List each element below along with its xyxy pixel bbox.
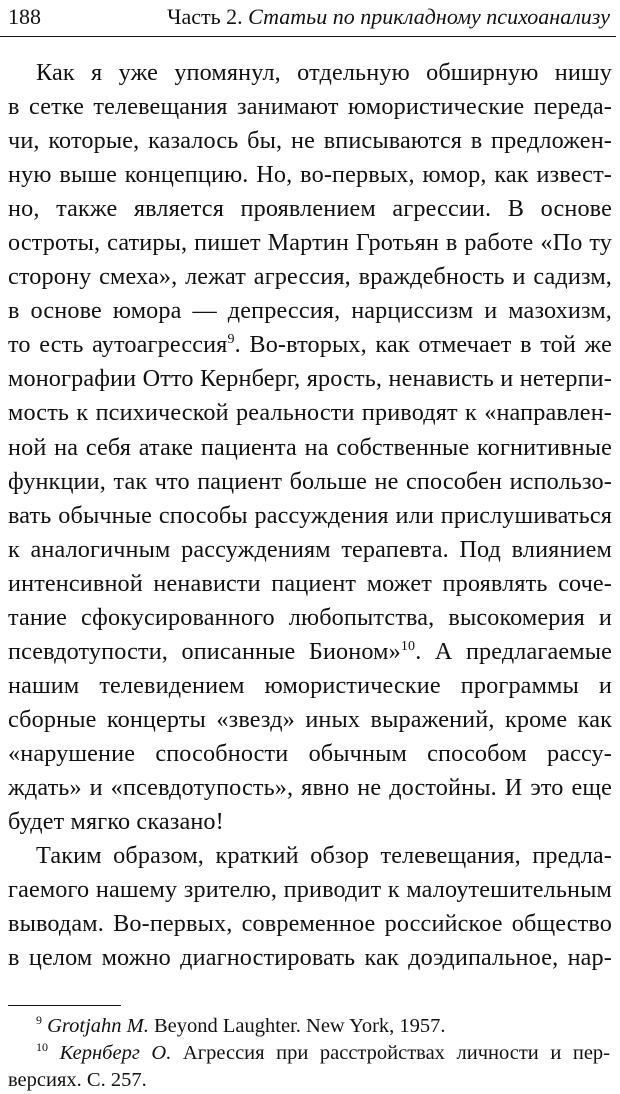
text-line: Как я уже упомянул, отдельную обширную нишу bbox=[36, 59, 612, 86]
footnote-10-continuation: версиях. С. 257. bbox=[8, 1069, 147, 1091]
text-line: нашим телевидением юмористические программы и bbox=[8, 671, 612, 699]
body-text bbox=[8, 56, 612, 975]
text-line: но, также является проявлением агрессии. В основе bbox=[8, 195, 612, 223]
running-title bbox=[167, 4, 610, 30]
footnote-text: Агрессия при расстройствах личности и пер- bbox=[171, 1042, 610, 1064]
footnote-divider bbox=[8, 1005, 121, 1006]
footnote-ref-10[interactable]: 10 bbox=[400, 638, 416, 654]
footnote-9 bbox=[8, 1013, 610, 1040]
text-segment: . Во-вторых, как отмечает в той же bbox=[234, 331, 613, 359]
text-line: ную выше концепцию. Но, во-первых, юмор, как извест- bbox=[8, 161, 612, 189]
text-line: в сетке телевещания занимают юмористические переда- bbox=[8, 93, 612, 121]
text-line: чи, которые, казалось бы, не вписываются в предложен- bbox=[8, 127, 612, 155]
part-title: Статьи по прикладному психоанализу bbox=[248, 4, 610, 29]
footnote-number: 10 bbox=[36, 1040, 48, 1055]
part-label: Часть 2. bbox=[167, 4, 243, 29]
text-line: Таким образом, краткий обзор телевещания, предла- bbox=[36, 842, 612, 870]
text-line: мость к психической реальности приводят к «направлен- bbox=[8, 399, 612, 427]
text-line: вать обычные способы рассуждения или прислушиваться bbox=[8, 501, 612, 529]
text-line: ной на себя атаке пациента на собственные когнитивные bbox=[8, 433, 612, 461]
text-line: сборные концерты «звезд» иных выражений, кроме как bbox=[8, 705, 612, 733]
footnote-ref-9[interactable]: 9 bbox=[227, 332, 235, 348]
footnote-number: 9 bbox=[36, 1013, 42, 1028]
running-header bbox=[0, 0, 616, 37]
footnote-author: Grotjahn M. bbox=[47, 1015, 149, 1037]
text-line bbox=[8, 635, 612, 669]
text-line: в основе юмора — депрессия, нарциссизм и мазохизм, bbox=[8, 297, 612, 325]
text-segment: то есть аутоагрессия bbox=[8, 331, 228, 359]
text-line: гаемого нашему зрителю, приводит к малоутешительным bbox=[8, 876, 612, 904]
text-line: ждать» и «псевдотупость», явно не достойны. И это еще bbox=[8, 773, 612, 801]
text-line: в целом можно диагностировать как доэдипальное, нар- bbox=[8, 944, 612, 972]
footnote-text: Beyond Laughter. New York, 1957. bbox=[148, 1015, 446, 1037]
page-number: 188 bbox=[8, 4, 41, 29]
text-segment: псевдотупости, описанные Бионом» bbox=[8, 637, 401, 665]
footnote-author: Кернберг О. bbox=[59, 1042, 172, 1064]
footnote-10 bbox=[8, 1040, 610, 1067]
text-line: будет мягко сказано! bbox=[8, 808, 224, 836]
text-line: выводам. Во-первых, современное российское общество bbox=[8, 910, 612, 938]
text-segment: . А предлагаемые bbox=[415, 637, 613, 665]
text-line: тание сфокусированного любопытства, высокомерия и bbox=[8, 603, 612, 631]
text-line bbox=[8, 328, 612, 362]
text-line: функции, так что пациент больше не способен использо- bbox=[8, 467, 612, 495]
text-line: сторону смеха», лежат агрессия, враждебность и садизм, bbox=[8, 263, 612, 291]
text-line: интенсивной ненависти пациент может проявлять соче- bbox=[8, 569, 612, 597]
footnotes bbox=[8, 1013, 610, 1094]
text-line: к аналогичным рассуждениям терапевта. Под влиянием bbox=[8, 535, 612, 563]
text-line: монографии Отто Кернберг, ярость, ненависть и нетерпи- bbox=[8, 365, 612, 393]
text-line: «нарушение способности обычным способом рассу- bbox=[8, 739, 612, 767]
text-line: остроты, сатиры, пишет Мартин Гротьян в работе «По ту bbox=[8, 229, 612, 257]
